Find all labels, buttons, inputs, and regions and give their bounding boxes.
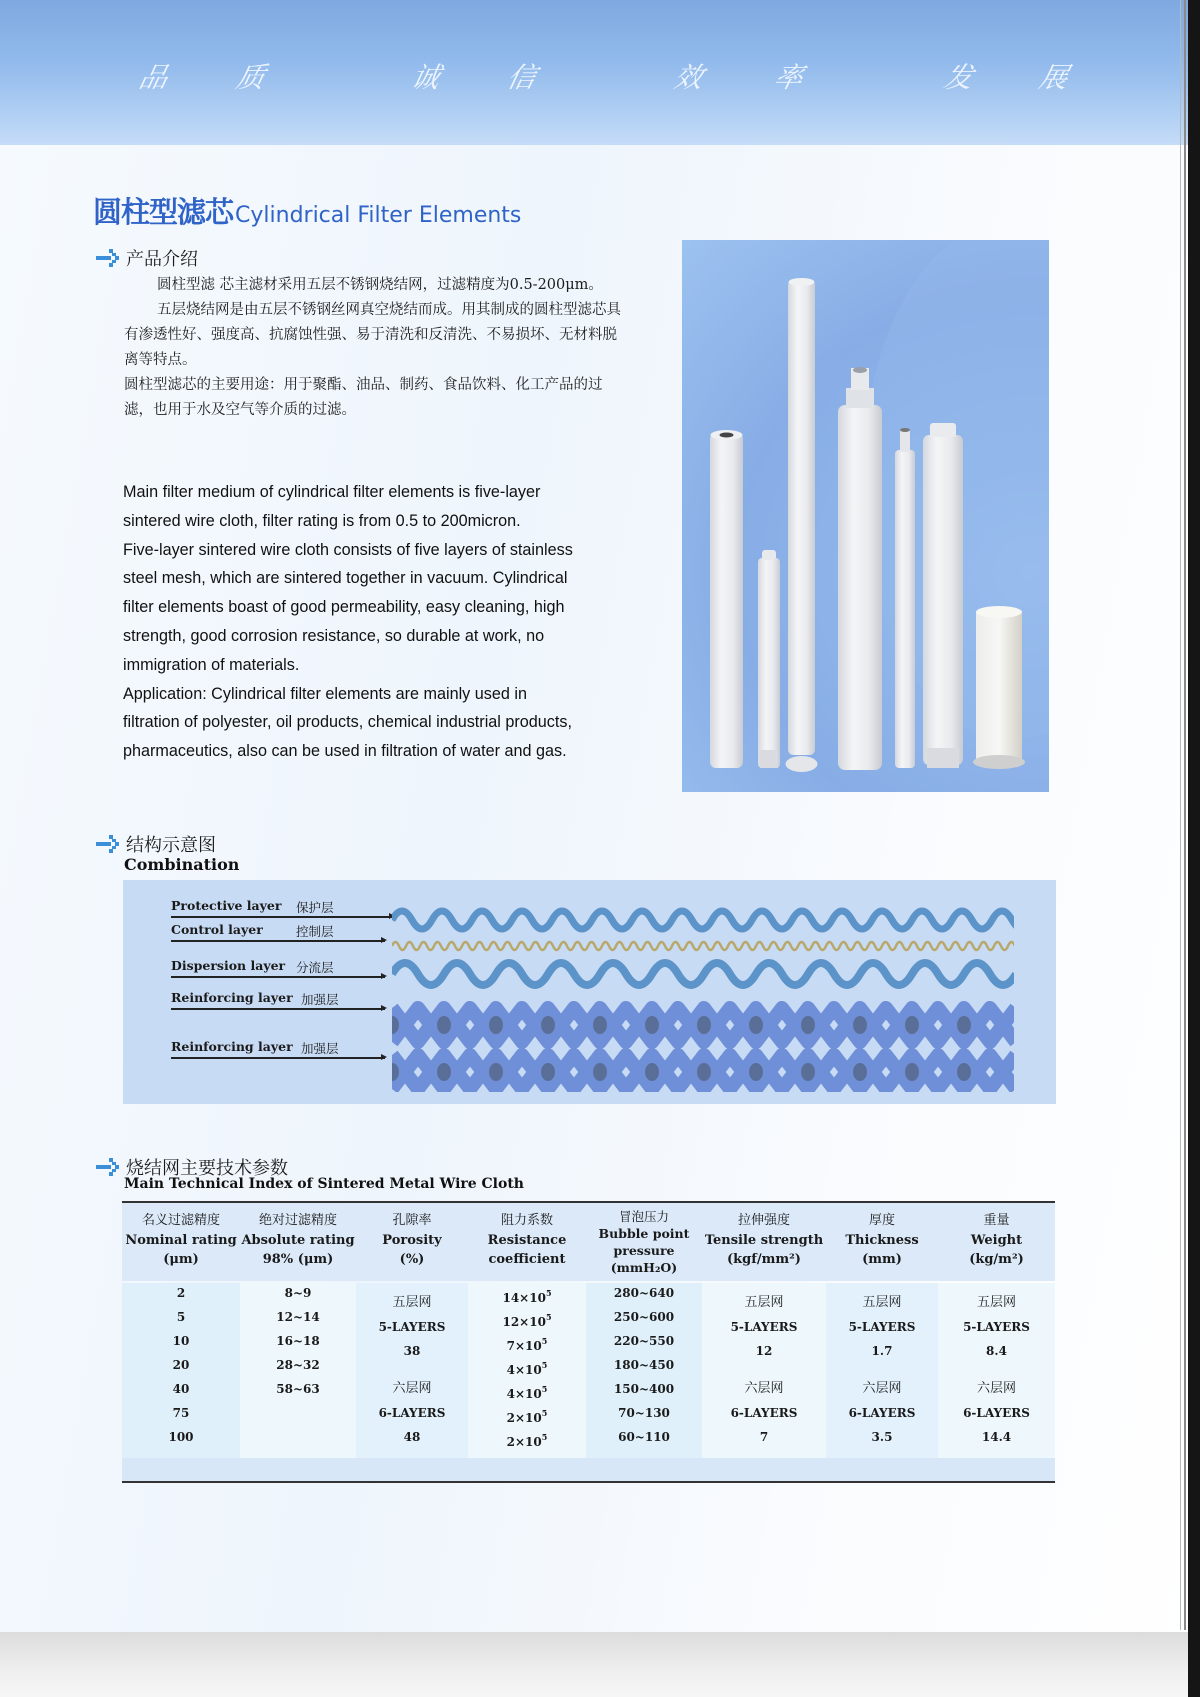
- table-cell: 250~600: [613, 1310, 675, 1324]
- intro-zh-paragraph: 圆柱型滤芯的主要用途：用于聚酯、油品、制药、食品饮料、化工产品的过滤，也用于水及空气等介质的过滤。: [124, 377, 603, 418]
- intro-en-line: steel mesh, which are sintered together in vacuum. Cylindrical: [123, 569, 568, 588]
- control-layer-wave: [392, 942, 1014, 950]
- table-cell: 五层网: [392, 1295, 432, 1310]
- intro-en-line: sintered wire cloth, filter rating is from 0.5 to 200micron.: [123, 511, 521, 530]
- header-zh: 绝对过滤精度: [258, 1213, 337, 1228]
- header-zh: 名义过滤精度: [141, 1213, 220, 1228]
- filter-elements-illustration: [682, 240, 1049, 792]
- table-cell: 8.4: [986, 1344, 1007, 1358]
- header-unit: (kgf/mm²): [727, 1252, 801, 1267]
- mesh-wire-crosssection: [541, 1063, 555, 1081]
- intro-en-line: strength, good corrosion resistance, so durable at work, no: [123, 626, 545, 645]
- table-cell: 6-LAYERS: [378, 1406, 446, 1420]
- layer-label-en: Reinforcing layer: [171, 1039, 293, 1054]
- mesh-wire-crosssection: [905, 1063, 919, 1081]
- section-heading-combination: [96, 831, 216, 857]
- page-title: [93, 190, 521, 231]
- intro-chinese-text: [124, 273, 624, 423]
- table-cell: $4\times 10^5$: [506, 1360, 548, 1377]
- header-en: Resistance: [487, 1232, 567, 1248]
- mesh-wire-crosssection: [541, 1016, 555, 1034]
- arrow-right-icon: [96, 1158, 120, 1176]
- dispersion-layer-wave: [392, 963, 1014, 985]
- mesh-wire-crosssection: [749, 1063, 763, 1081]
- layer-label-en: Reinforcing layer: [171, 990, 293, 1005]
- table-cell: 6-LAYERS: [730, 1406, 798, 1420]
- product-photo: [682, 240, 1049, 792]
- mesh-wire-crosssection: [437, 1063, 451, 1081]
- table-cell: 12~14: [276, 1310, 320, 1324]
- table-column-resistance: [468, 1203, 586, 1481]
- layer-pointer-arrow: [171, 916, 393, 918]
- table-cell: 40: [172, 1382, 190, 1396]
- table-cell: 60~110: [618, 1430, 670, 1444]
- filter-tube: [710, 430, 743, 768]
- table-cell: 150~400: [613, 1382, 675, 1396]
- intro-en-line: Five-layer sintered wire cloth consists of five layers of stainless: [123, 540, 573, 559]
- table-cell: 10: [172, 1334, 190, 1348]
- table-cell: 48: [403, 1430, 421, 1444]
- mesh-wire-crosssection: [645, 1016, 659, 1034]
- header-en: Bubble point: [598, 1226, 690, 1241]
- table-cell: $12\times 10^5$: [502, 1312, 552, 1329]
- table-cell: 70~130: [618, 1406, 670, 1420]
- header-en: Absolute rating: [241, 1232, 355, 1248]
- table-cell: 75: [172, 1406, 190, 1420]
- intro-english-text: [123, 478, 623, 766]
- table-cell: 100: [168, 1430, 194, 1444]
- page-bottom-edge: [0, 1632, 1188, 1697]
- mesh-wire-crosssection: [749, 1016, 763, 1034]
- table-cell: 7: [759, 1430, 769, 1444]
- intro-en-line: Application: Cylindrical filter elements are mainly used in: [123, 684, 527, 703]
- layer-label-en: Protective layer: [171, 898, 282, 913]
- page-title-en: Cylindrical Filter Elements: [235, 203, 522, 228]
- table-column-porosity: [356, 1203, 468, 1481]
- filter-cartridge: [973, 606, 1025, 769]
- mesh-wire-crosssection: [801, 1016, 815, 1034]
- table-cell: 六层网: [976, 1381, 1016, 1396]
- table-cell: 6-LAYERS: [963, 1406, 1030, 1420]
- filter-tube: [758, 550, 780, 768]
- header-unit: (mm): [862, 1252, 902, 1267]
- table-cell: 12: [755, 1344, 773, 1358]
- table-cell: $14\times 10^5$: [502, 1288, 552, 1305]
- slogan-char: 诚: [408, 61, 446, 94]
- layer-label-zh: 控制层: [296, 924, 334, 939]
- layer-label-zh: 保护层: [296, 900, 334, 915]
- filter-tube: [895, 428, 915, 768]
- reinforcing-layer-1: [392, 1008, 1014, 1042]
- table-cell: 3.5: [871, 1430, 893, 1444]
- header-zh: 拉伸强度: [737, 1213, 790, 1228]
- layer-label-zh: 加强层: [301, 992, 339, 1007]
- table-cell: 14.4: [981, 1430, 1012, 1444]
- header-unit: coefficient: [488, 1252, 566, 1267]
- slogan-char: 信: [504, 61, 542, 94]
- filter-tube: [786, 278, 818, 772]
- scan-edge: [1188, 0, 1200, 1697]
- slogan-char: 率: [771, 61, 809, 94]
- table-bottom-rule: [122, 1481, 1055, 1483]
- header-unit: (mmH₂O): [610, 1260, 678, 1275]
- layer-pointer-arrow: [171, 940, 385, 942]
- layer-diagram: [123, 880, 1056, 1104]
- table-cell: 28~32: [276, 1358, 320, 1372]
- table-header-text: [240, 1211, 356, 1270]
- intro-en-line: filter elements boast of good permeability, easy cleaning, high: [123, 598, 565, 617]
- table-cell: 1.7: [871, 1344, 893, 1358]
- layer-pointer-arrow: [171, 976, 385, 978]
- header-en: pressure: [613, 1243, 675, 1258]
- header-en: Weight: [970, 1232, 1023, 1248]
- table-cell: 8~9: [284, 1286, 312, 1300]
- table-cell: $2\times 10^5$: [506, 1432, 548, 1449]
- table-header-text: [356, 1211, 468, 1270]
- protective-layer-wave: [392, 911, 1014, 929]
- table-cell: 38: [403, 1344, 421, 1358]
- filter-tube: [923, 423, 963, 768]
- table-cell: 五层网: [744, 1295, 784, 1310]
- slogan-char: 效: [671, 61, 709, 94]
- table-cell: 5: [176, 1310, 186, 1324]
- table-cell: 5-LAYERS: [848, 1320, 916, 1334]
- table-cell: 6-LAYERS: [848, 1406, 916, 1420]
- slogan-char: 发: [941, 61, 979, 94]
- reinforcing-layer-2: [392, 1055, 1014, 1089]
- table-header-text: [586, 1208, 702, 1276]
- table-cell: 20: [172, 1358, 190, 1372]
- intro-en-line: immigration of materials.: [123, 655, 300, 674]
- table-header-text: [938, 1211, 1055, 1270]
- table-header-text: [826, 1211, 938, 1270]
- combination-heading-zh: 结构示意图: [126, 835, 216, 856]
- table-header-text: [468, 1211, 586, 1270]
- header-en: Tensile strength: [704, 1232, 824, 1248]
- tech-heading-en: Main Technical Index of Sintered Metal Wire Cloth: [124, 1176, 524, 1192]
- table-cell: 五层网: [862, 1295, 902, 1310]
- mesh-wire-crosssection: [489, 1016, 503, 1034]
- mesh-wire-crosssection: [437, 1016, 451, 1034]
- table-column-weight: [938, 1203, 1055, 1481]
- header-zh: 重量: [983, 1213, 1010, 1228]
- table-cell: 六层网: [392, 1381, 432, 1396]
- tech-table: [122, 1203, 1055, 1481]
- intro-heading: 产品介绍: [126, 249, 198, 270]
- mesh-wire-crosssection: [593, 1063, 607, 1081]
- table-cell: 58~63: [276, 1382, 320, 1396]
- table-cell: 280~640: [613, 1286, 675, 1300]
- intro-zh-paragraph: 圆柱型滤 芯主滤材采用五层不锈钢烧结网，过滤精度为0.5-200μm。: [157, 277, 603, 293]
- header-unit: (kg/m²): [969, 1252, 1024, 1267]
- combination-heading-en: Combination: [124, 855, 240, 874]
- layer-pointer-arrow: [171, 1008, 385, 1010]
- header-zh: 冒泡压力: [618, 1209, 669, 1224]
- slogan-char: 品: [136, 61, 174, 94]
- table-cell: 2: [176, 1286, 186, 1300]
- table-header-text: [702, 1211, 826, 1270]
- intro-en-line: Main filter medium of cylindrical filter elements is five-layer: [123, 483, 541, 501]
- header-unit: 98% (μm): [262, 1252, 334, 1267]
- table-cell: 5-LAYERS: [730, 1320, 798, 1334]
- table-cell: 五层网: [976, 1295, 1016, 1310]
- header-unit: (μm): [163, 1252, 199, 1267]
- page-edge-line: [1184, 0, 1186, 1630]
- mesh-wire-crosssection: [801, 1063, 815, 1081]
- arrow-right-icon: [96, 249, 120, 267]
- header-band: [0, 0, 1190, 145]
- table-column-bubble-point: [586, 1203, 702, 1481]
- mesh-wire-crosssection: [645, 1063, 659, 1081]
- page-title-zh: 圆柱型滤芯: [93, 195, 234, 229]
- table-cell: 六层网: [862, 1381, 902, 1396]
- table-column-nominal: [122, 1203, 240, 1481]
- mesh-wire-crosssection: [853, 1063, 867, 1081]
- table-cell: $7\times 10^5$: [506, 1336, 548, 1353]
- layer-label-en: Control layer: [171, 922, 263, 937]
- table-cell: 220~550: [613, 1334, 675, 1348]
- layer-label-zh: 分流层: [296, 960, 334, 975]
- table-cell: $4\times 10^5$: [506, 1384, 548, 1401]
- table-column-absolute: [240, 1203, 356, 1481]
- header-zh: 厚度: [868, 1213, 895, 1228]
- section-heading-intro: [96, 245, 198, 271]
- mesh-wire-crosssection: [697, 1063, 711, 1081]
- table-cell: 180~450: [613, 1358, 675, 1372]
- mesh-wire-crosssection: [593, 1016, 607, 1034]
- mesh-wire-crosssection: [905, 1016, 919, 1034]
- table-column-thickness: [826, 1203, 938, 1481]
- table-cell: 5-LAYERS: [378, 1320, 446, 1334]
- table-cell: 16~18: [276, 1334, 320, 1348]
- table-cell: 六层网: [744, 1381, 784, 1396]
- mesh-wire-crosssection: [853, 1016, 867, 1034]
- layer-label-en: Dispersion layer: [171, 958, 286, 973]
- wire-mesh-illustration: [392, 900, 1014, 1092]
- header-zh: 孔隙率: [392, 1213, 432, 1228]
- page-edge-line: [1180, 0, 1181, 1630]
- header-en: Porosity: [382, 1232, 442, 1248]
- table-cell: 5-LAYERS: [963, 1320, 1030, 1334]
- filter-tube: [838, 367, 882, 770]
- intro-zh-paragraph: 五层烧结网是由五层不锈钢丝网真空烧结而成。用其制成的圆柱型滤芯具有渗透性好、强度高、抗腐蚀性强、易于清洗和反清洗、不易损坏、无材料脱离等特点。: [124, 302, 621, 368]
- header-en: Nominal rating: [125, 1232, 237, 1248]
- table-column-tensile: [702, 1203, 826, 1481]
- slogan-char: 质: [233, 61, 271, 94]
- table-cell: $2\times 10^5$: [506, 1408, 548, 1425]
- mesh-wire-crosssection: [489, 1063, 503, 1081]
- header-unit: (%): [399, 1252, 425, 1267]
- mesh-wire-crosssection: [697, 1016, 711, 1034]
- arrow-right-icon: [96, 835, 120, 853]
- mesh-wire-crosssection: [957, 1016, 971, 1034]
- slogan-char: 展: [1036, 61, 1074, 94]
- header-en: Thickness: [845, 1232, 919, 1248]
- intro-en-line: filtration of polyester, oil products, chemical industrial products,: [123, 713, 572, 732]
- mesh-wire-crosssection: [957, 1063, 971, 1081]
- header-zh: 阻力系数: [500, 1213, 553, 1228]
- table-header-text: [122, 1211, 240, 1270]
- layer-pointer-arrow: [171, 1057, 385, 1059]
- intro-en-line: pharmaceutics, also can be used in filtration of water and gas.: [123, 742, 567, 761]
- layer-label-zh: 加强层: [301, 1041, 339, 1056]
- tech-heading-zh: 烧结网主要技术参数: [126, 1158, 288, 1179]
